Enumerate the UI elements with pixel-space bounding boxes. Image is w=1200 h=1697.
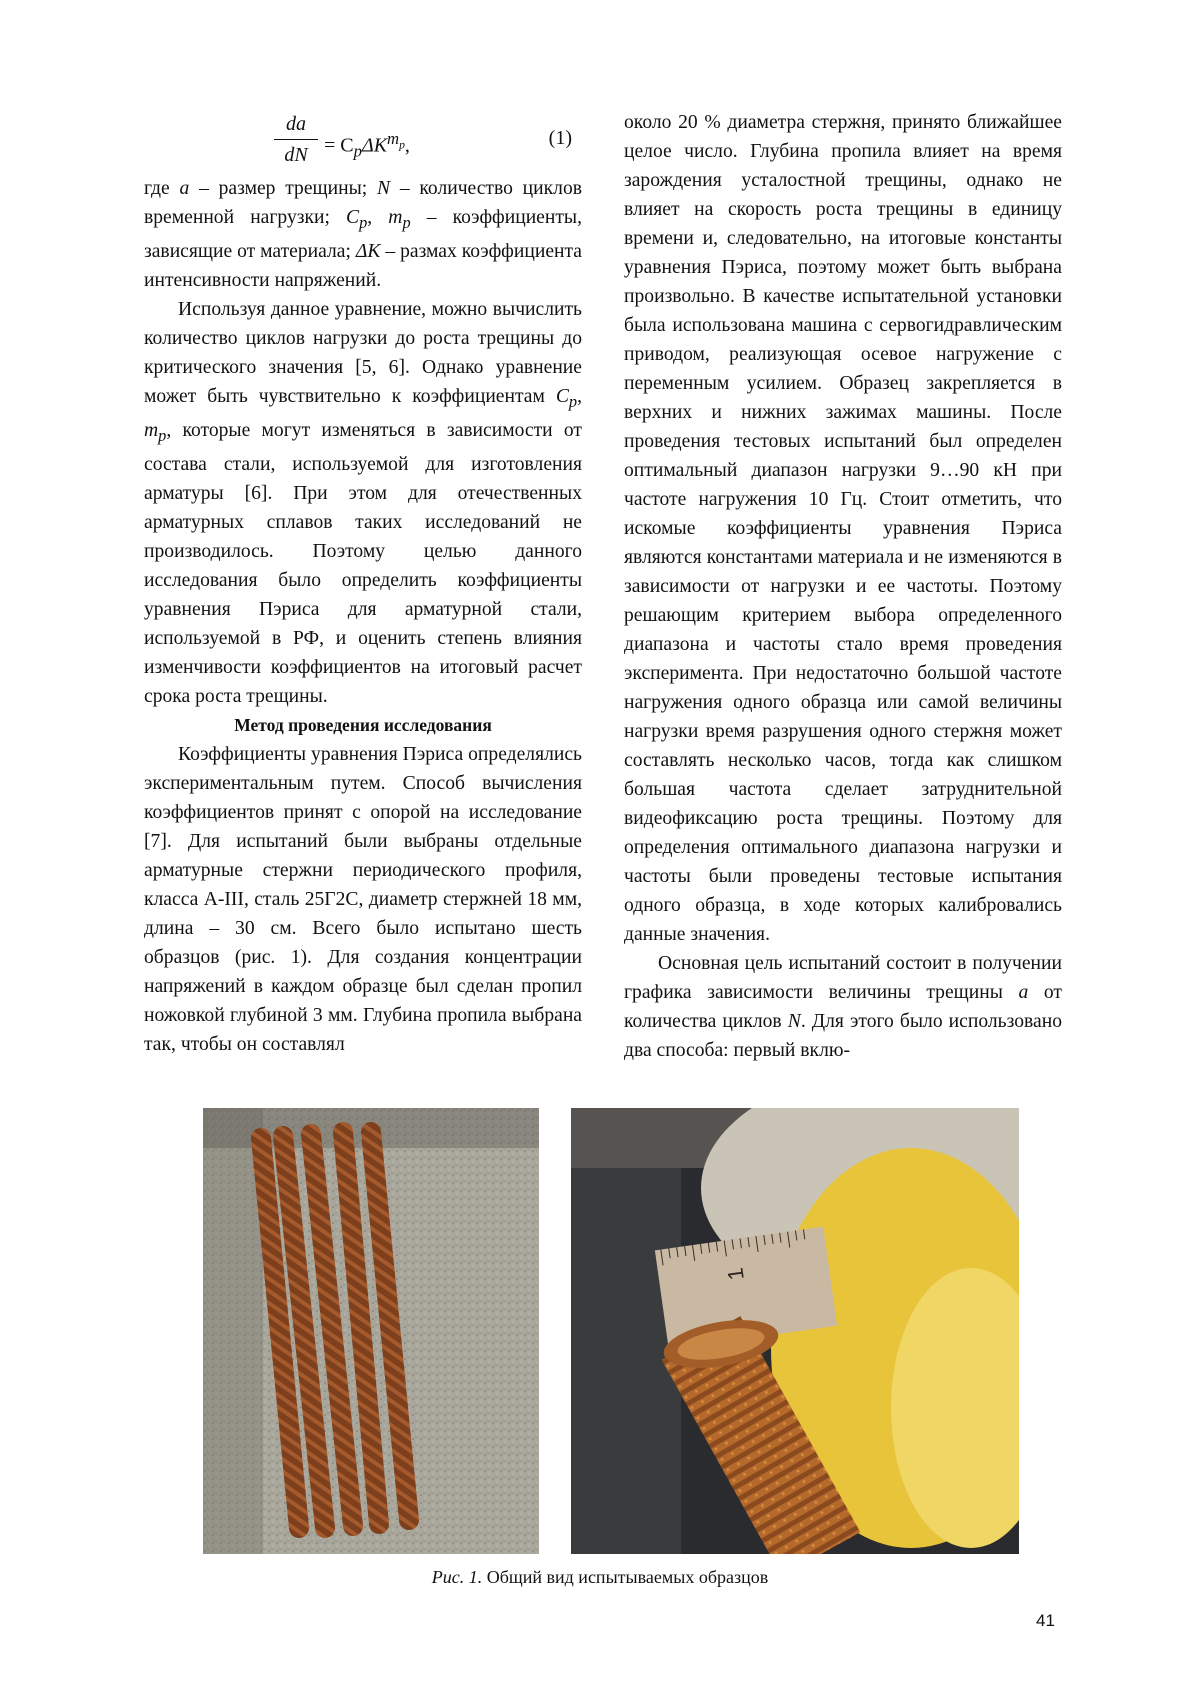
paragraph-setup: около 20 % диаметра стержня, принято ближайшее целое число. Глубина пропила влияет на время зарождения усталостной трещины, однако не влияет на скорость роста трещины в единицу времени и, следовательно, на итоговые константы уравнения Пэриса, поэтому может быть выбрана произвольно. В качестве испытательной установки была использована машина с сервогидравлическим приводом, реализующая осевое нагружение с переменным усилием. Образец закрепляется в верхних и нижних зажимах машины. После проведения тестовых испытаний был определен оптимальный диапазон нагрузки 9…90 кН при частоте нагружения 10 Гц. Стоит отметить, что искомые коэффициенты уравнения Пэриса являются константами материала и не изменяются в зависимости от нагрузки и ее частоты. Поэтому решающим критерием выбора определенного диапазона и частоты стало время проведения эксперимента. При недостаточно большой частоте нагружения одного образца или самой величины нагрузки время разрушения одного стержня может составлять несколько часов, тогда как слишком большая частота сделает затруднительной видеофиксацию роста трещины. Поэтому для определения оптимального диапазона нагрузки и частоты были проведены тестовые испытания одного образца, в ходе которых калибровались данные значения.	[624, 108, 1062, 949]
equation-fraction	[274, 110, 318, 169]
paragraph-purpose: Используя данное уравнение, можно вычислить количество циклов нагрузки до роста трещины до критического значения [5, 6]. Однако уравнение может быть чувствительно к коэффициентам Cp, mp, которые могут изменяться в зависимости от состава стали, используемой для изготовления арматуры [6]. При этом для отечественных арматурных сплавов таких исследований не производилось. Поэтому целью данного исследования было определить коэффициенты уравнения Пэриса для арматурной стали, используемой в РФ, и оценить степень влияния изменчивости коэффициентов на итоговый расчет срока роста трещины.	[144, 295, 582, 711]
photo-crack-measurement	[571, 1108, 1019, 1554]
section-heading: Метод проведения исследования	[144, 711, 582, 740]
equation-rhs: = CpΔKmp,	[324, 124, 410, 166]
equation-1	[144, 108, 582, 174]
equation-number: (1)	[549, 124, 572, 153]
paragraph-variables: где a – размер трещины; N – количество циклов временной нагрузки; Cp, mp – коэффициенты, зависящие от материала; ΔK – размах коэффициента интенсивности напряжений.	[144, 174, 582, 295]
left-column	[144, 108, 582, 1059]
ruler-digit: 1	[722, 1266, 748, 1282]
figure-caption: Рис. 1. Общий вид испытываемых образцов	[0, 1567, 1200, 1588]
page-number: 41	[1036, 1611, 1055, 1631]
paragraph-method: Коэффициенты уравнения Пэриса определялись экспериментальным путем. Способ вычисления коэффициентов принят с опорой на исследование [7]. Для испытаний были выбраны отдельные арматурные стержни периодического профиля, класса А-III, сталь 25Г2С, диаметр стержней 18 мм, длина – 30 см. Всего было испытано шесть образцов (рис. 1). Для создания концентрации напряжений в каждом образце был сделан пропил ножовкой глубиной 3 мм. Глубина пропила выбрана так, чтобы он составлял	[144, 740, 582, 1059]
fraction-denominator: dN	[274, 140, 318, 169]
photo-rebar-samples	[203, 1108, 539, 1554]
paragraph-goal: Основная цель испытаний состоит в получении графика зависимости величины трещины a от количества циклов N. Для этого было использовано два способа: первый вклю-	[624, 949, 1062, 1065]
fraction-numerator: da	[274, 110, 318, 140]
right-column	[624, 108, 1062, 1065]
